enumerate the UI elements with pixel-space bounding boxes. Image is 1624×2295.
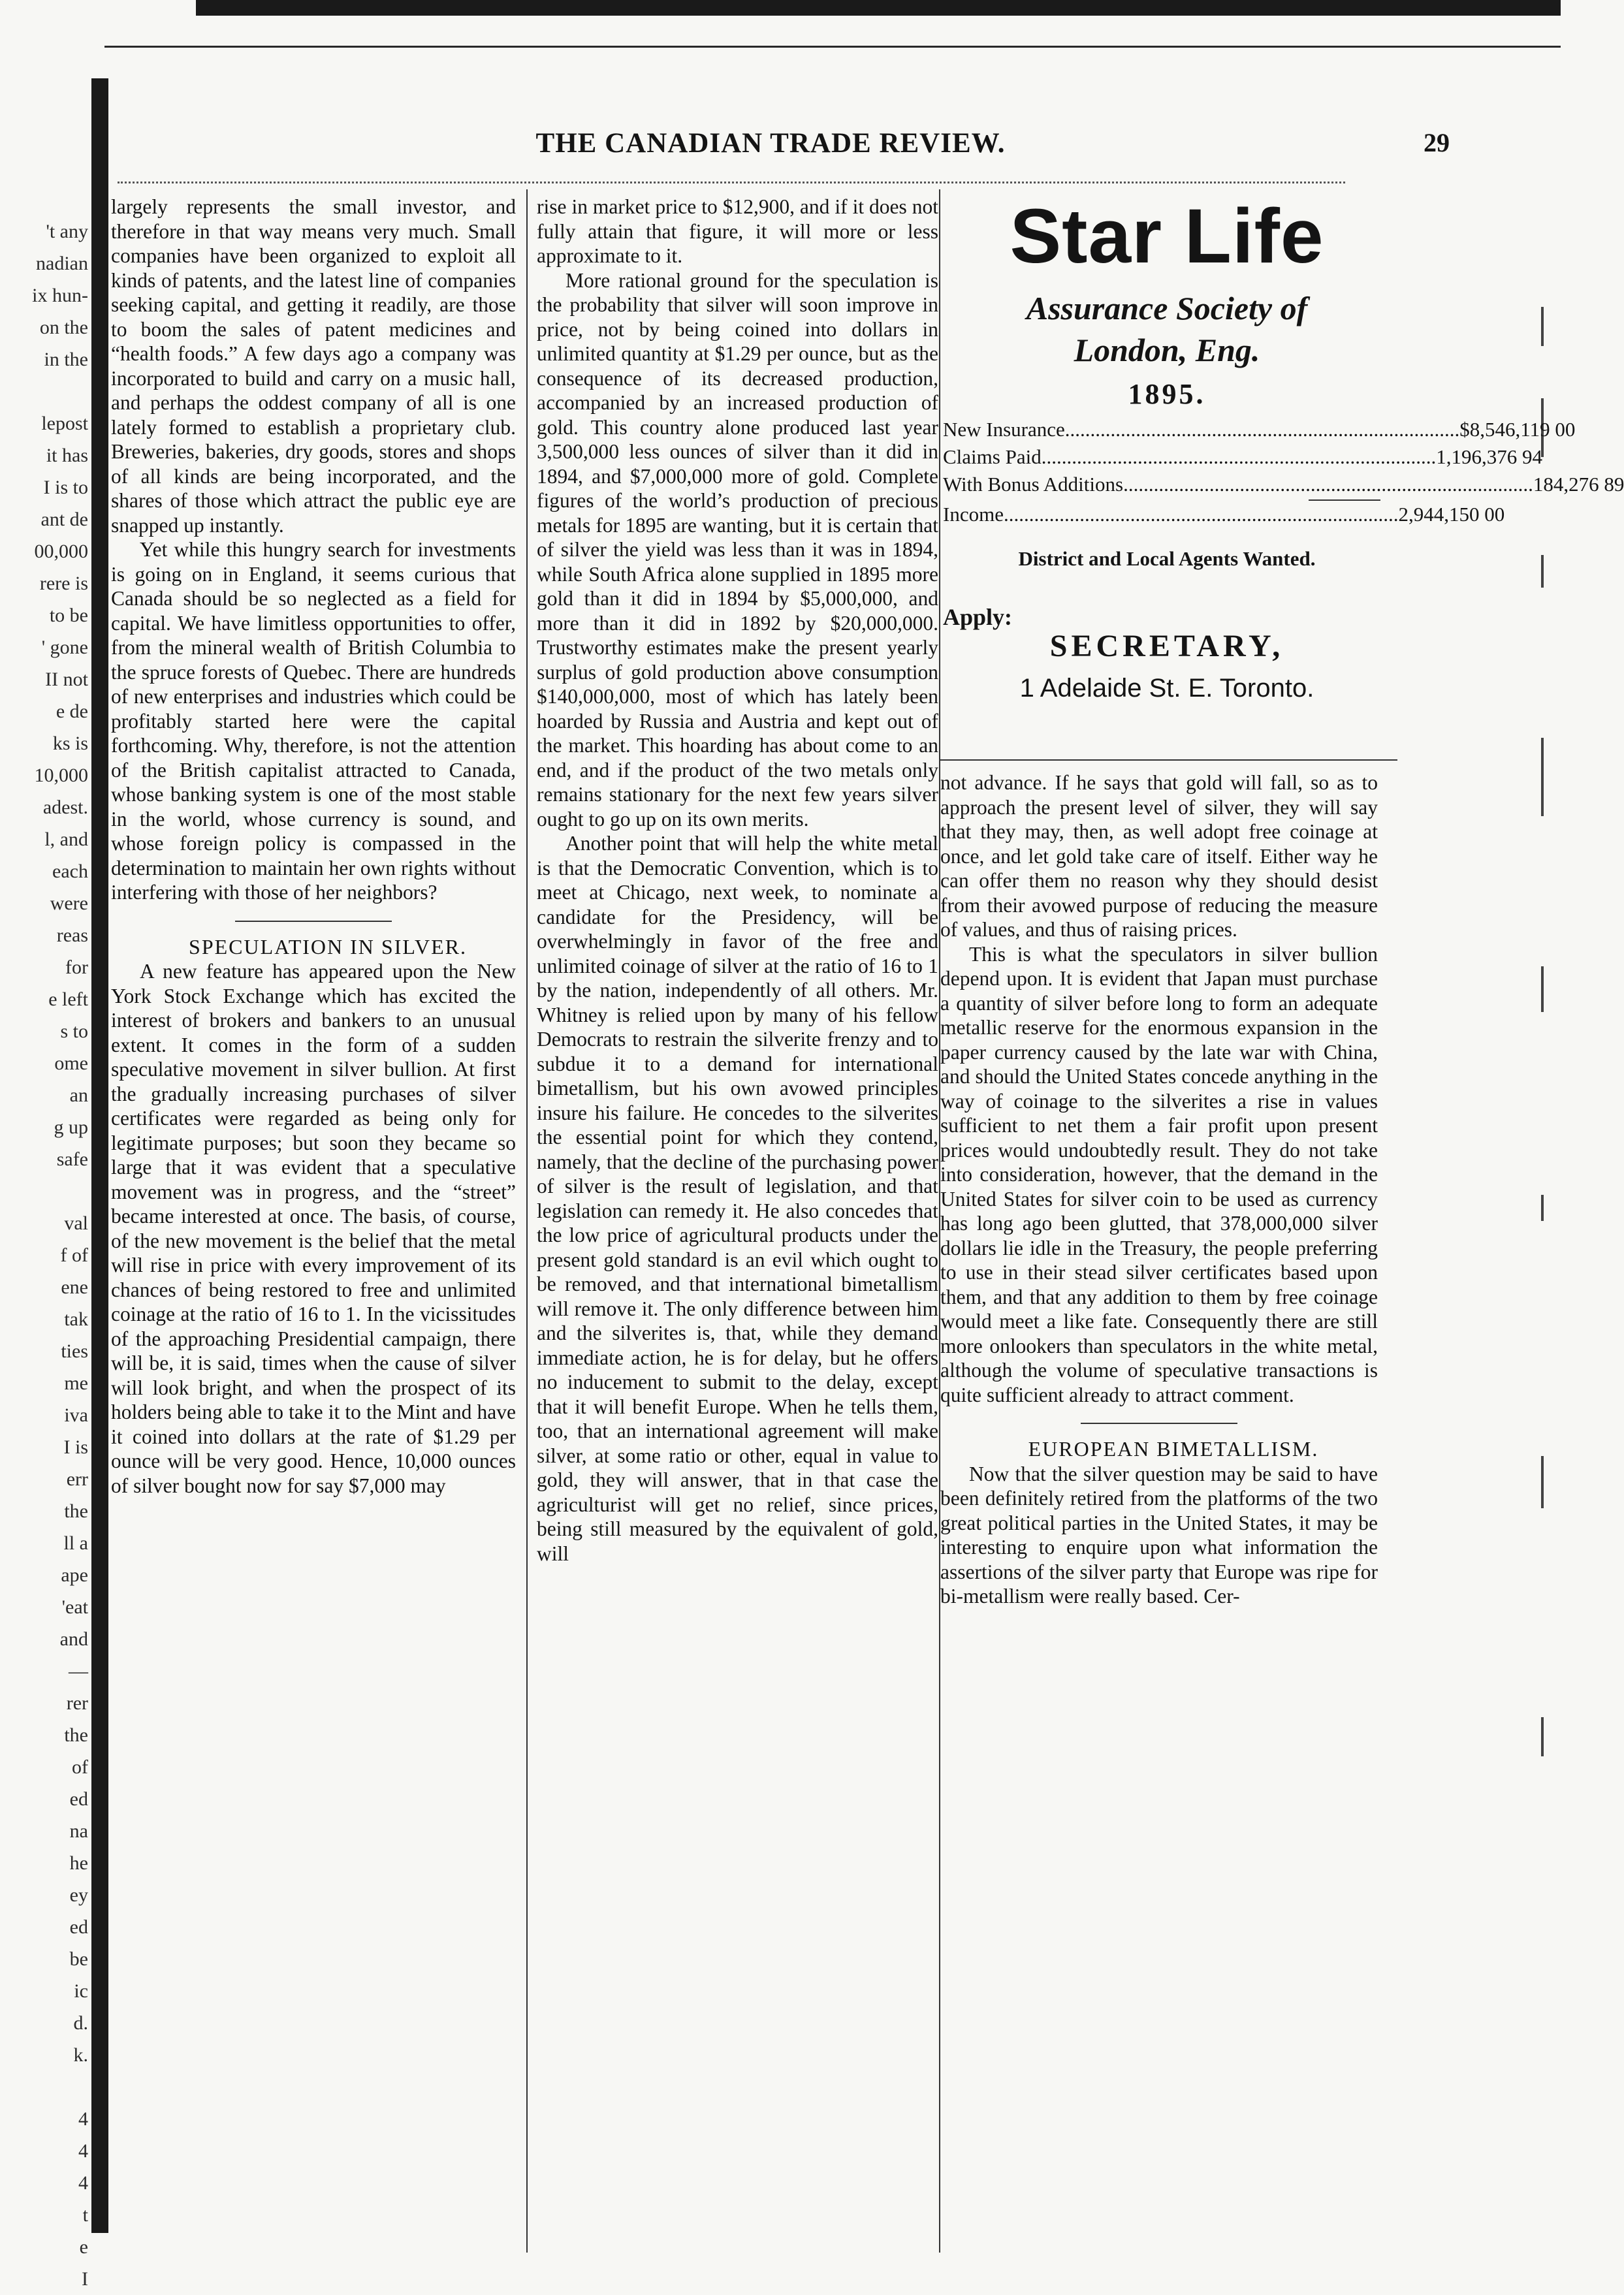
margin-fragment: ic [74, 1980, 88, 2002]
ad-figures-table [943, 416, 1624, 528]
margin-fragment: 4 [78, 2172, 88, 2194]
ad-figure-value: 1,196,376 94 [1436, 445, 1542, 468]
previous-page-margin-text [0, 215, 88, 2290]
leader-dots [1065, 416, 1460, 443]
ad-figure-label: Claims Paid [943, 445, 1042, 468]
margin-fragment [0, 1175, 88, 1207]
margin-fragment: ed [69, 1788, 88, 1810]
column-3 [940, 770, 1378, 1609]
page-number: 29 [1424, 128, 1450, 157]
margin-fragment: ape [61, 1564, 88, 1586]
margin-fragment: k. [73, 2044, 88, 2066]
leader-dots [1138, 471, 1533, 498]
col3-paragraph: not advance. If he says that gold will fall, so as to approach the present level of silver, they will say that they may, then, as well adopt free coinage at once, and let gold take care of itself. Either way he can offer them no reason why they should desist from their avowed purpose of reducing the measure of values, and thus of raising prices. [940, 771, 1378, 941]
margin-fragment: 4 [78, 2108, 88, 2130]
ad-title: Star Life [1010, 193, 1324, 279]
margin-fragment [0, 375, 88, 407]
margin-fragment: nadian [36, 253, 88, 274]
margin-fragment: be [69, 1948, 88, 1970]
margin-fragment: e left [48, 989, 88, 1010]
margin-fragment: 00,000 [34, 541, 88, 562]
margin-fragment: e de [56, 701, 88, 722]
column-2 [537, 195, 938, 1566]
section-divider [235, 921, 392, 922]
margin-fragment: he [69, 1852, 88, 1874]
col2-paragraph: Another point that will help the white metal is that the Democratic Convention, which is to meet at Chicago, next week, to nominate a candidate for the Presidency, will be overwhelmingly in favor of the free and unlimited coinage of silver at the ratio of 16 to 1 by the nation, independently of all others. Mr. Whitney is relied upon by many of his fellow Democrats to restrain the silverite frenzy and to subdue it to a demand for international bimetallism, but his own avowed principles insure his failure. He concedes to the silverites the essential point for which they contend, namely, that the decline of the purchasing power of silver is the result of legislation, and that legislation can remedy it. He also concedes that the low price of agricultural products under the present gold standard is an evil which ought to be removed, and that international bimetallism will remove it. The only difference between him and the silverites is, that, while they demand immediate action, he is for delay, but he offers no inducement to submit to the delay, except that it will benefit Europe. When he tells them, too, that an international agreement will make silver, at some ratio or other, equal in value to gold, they will answer, that in that case the agriculturist will get no relief, since prices, being still measured by the equivalent of gold, will [537, 832, 938, 1565]
margin-fragment: the [64, 1500, 88, 1522]
margin-fragment [0, 2071, 88, 2103]
col1-paragraph: Yet while this hungry search for investments is going on in England, it seems curious that Canada should be so neglected as a field for capital. We have limitless opportunities to offer, from the mineral wealth of British Columbia to the spruce forests of Quebec. There are hundreds of new enterprises and industries which could be profitably started here were the capital forthcoming. Why, therefore, is not the attention of the British capitalist attracted to Canada, whose banking system is one of the most stable in the world, whose currency is sound, and whose foreign policy is compassed in the determination to maintain her own rights without interfering with those of her neighbors? [111, 538, 516, 904]
col2-paragraph: More rational ground for the speculation is the probability that silver will soon improve in price, not by being coined into dollars in unlimited quantity at $1.29 per ounce, but as the consequence of its decreased production, accompanied by an increased production of gold. This country alone produced last year 3,500,000 less ounces of silver than it did in 1894, and $7,000,000 more of gold. Complete figures of the world’s production of precious metals for 1895 are wanting, but it is certain that of silver the yield was less than it was in 1894, while South Africa alone supplied in 1895 more gold than it did in 1894 by $5,000,000, and more than it did in 1892 by $20,000,000. Trustworthy estimates make the present yearly surplus of gold production above consumption $140,000,000, most of which has lately been hoarded by Russia and Austria and kept out of the market. This hoarding has about come to an end, and if the product of the two metals only remains stationary for the next few years silver ought to go up on its own merits. [537, 268, 938, 831]
running-head-title: THE CANADIAN TRADE REVIEW. [535, 128, 1006, 159]
margin-fragment: 't any [46, 221, 88, 242]
ad-figure-label: Income [943, 503, 1004, 526]
margin-fragment: me [64, 1372, 88, 1394]
ad-bottom-rule [940, 759, 1397, 761]
ad-agents-wanted: District and Local Agents Wanted. [1018, 547, 1316, 570]
margin-fragment: l, and [44, 829, 88, 850]
ad-figure-value: 2,944,150 00 [1398, 503, 1505, 526]
margin-fragment: each [52, 861, 88, 882]
col1-paragraph: largely represents the small investor, and therefore in that way means very much. Small companies have been organized to exploit all kinds of patents, and the latest line of companies seeking capital, and getting it readily, are those to boom the sales of patent medicines and “health foods.” A few days ago a company was incorporated to build and carry on a music hall, and perhaps the oddest company of all is one lately formed to establish a proprietary club. Breweries, bakeries, dry goods, stores and shops of all kinds are being incorporated, and the shares of those which attract the public eye are snapped up instantly. [111, 195, 516, 537]
leader-dots [1004, 501, 1399, 528]
margin-fragment: ' gone [41, 637, 88, 658]
margin-fragment: ant de [40, 509, 88, 530]
margin-fragment: ks is [52, 733, 88, 754]
section-heading-european-bimetallism: EUROPEAN BIMETALLISM. [1028, 1437, 1319, 1461]
margin-fragment: ey [69, 1884, 88, 1906]
margin-fragment: on the [39, 317, 88, 338]
ad-figure-row [943, 471, 1624, 498]
section-heading-speculation-in-silver: SPECULATION IN SILVER. [189, 934, 467, 958]
margin-fragment: an [69, 1084, 88, 1106]
leader-dots [1042, 443, 1437, 471]
margin-fragment: iva [64, 1404, 88, 1426]
margin-fragment: of [72, 1756, 88, 1778]
margin-fragment: II not [45, 669, 88, 690]
margin-fragment: 4 [78, 2140, 88, 2162]
ad-figure-label: With Bonus Additions... [943, 473, 1139, 496]
ad-subtitle-location: London, Eng. [1074, 332, 1260, 368]
margin-fragment: I is [63, 1436, 88, 1458]
margin-fragment: in the [44, 349, 88, 370]
col3-paragraph: This is what the speculators in silver bullion depend upon. It is evident that Japan must purchase a quantity of silver before long to form an adequate metallic reserve for the enormous expansion in the paper currency caused by the late war with China, and should the United States concede anything in the way of coinage to the silverites a rise in values sufficient to net them a fair profit upon present prices would undoubtedly result. They do not take into consideration, however, that the demand in the United States for silver coin to be used as currency has long ago been glutted, that 378,000,000 silver dollars lie idle in the Treasury, the people preferring to use in their stead silver certificates based upon them, and that any addition to them by free coinage would meet a like fate. Consequently there are still more onlookers than speculators in the white metal, although the volume of speculative transactions is quite sufficient already to attract comment. [940, 942, 1378, 1406]
ad-figure-row [943, 443, 1542, 471]
running-head [118, 127, 1463, 180]
margin-fragment: to be [49, 605, 88, 626]
margin-fragment: safe [56, 1148, 88, 1170]
margin-fragment: d. [73, 2012, 88, 2034]
margin-fragment: it has [46, 445, 88, 466]
star-life-advertisement [942, 191, 1624, 752]
column-rule-1 [526, 189, 528, 2253]
scan-edge-bar [196, 0, 1561, 16]
margin-fragment: I [82, 2268, 88, 2290]
margin-fragment: lepost [41, 413, 88, 434]
margin-fragment: ome [54, 1053, 88, 1074]
page-binding-edge [91, 78, 108, 2233]
margin-fragment: rer [66, 1692, 88, 1714]
margin-fragment: rere is [39, 573, 88, 594]
margin-fragment: I is to [43, 477, 88, 498]
ad-address: 1 Adelaide St. E. Toronto. [1019, 674, 1314, 703]
margin-fragment: tak [64, 1308, 88, 1330]
margin-fragment: e [79, 2236, 88, 2258]
ad-figure-label: New Insurance [943, 418, 1065, 441]
margin-fragment: g up [54, 1116, 88, 1138]
column-1 [111, 195, 516, 1498]
margin-fragment: ix hun- [32, 285, 88, 306]
margin-fragment: t [82, 2204, 88, 2226]
section-divider [1081, 1423, 1237, 1424]
margin-fragment: were [50, 893, 88, 914]
ad-apply: Apply: [943, 604, 1013, 630]
margin-fragment: na [69, 1820, 88, 1842]
margin-fragment: ties [61, 1340, 88, 1362]
margin-fragment: err [66, 1468, 88, 1490]
margin-fragment: reas [56, 925, 88, 946]
col1-paragraph: A new feature has appeared upon the New York Stock Exchange which has excited the interest of brokers and bankers to an unusual extent. It comes in the form of a sudden speculative movement in silver bullion. At first the gradually increasing purchases of silver certificates were regarded as being only for legitimate purposes; but soon they became so large that it was evident that a speculative movement was in progress, and the “street” became interested at once. The basis, of course, of the new movement is the belief that the metal will rise in price with every improvement of its chances of being restored to free and unlimited coinage at the ratio of 16 to 1. In the vicissitudes of the approaching Presidential campaign, there will be, it is said, times when the cause of silver will look bright, and when the prospect of its holders being able to take it to the Mint and have it coined into dollars at the rate of $1.29 per ounce will be very good. Hence, 10,000 ounces of silver bought now for say $7,000 may [111, 960, 516, 1497]
margin-fragment: s to [60, 1021, 88, 1042]
ad-figure-row [943, 501, 1505, 528]
col2-paragraph: rise in market price to $12,900, and if it does not fully attain that figure, it will more or less approximate to it. [537, 195, 938, 267]
ad-secretary: SECRETARY, [1049, 629, 1284, 663]
margin-fragment: ed [69, 1916, 88, 1938]
margin-fragment: val [64, 1212, 88, 1234]
margin-fragment: ene [61, 1276, 88, 1298]
margin-fragment: the [64, 1724, 88, 1746]
margin-fragment: f of [60, 1244, 88, 1266]
margin-fragment: and [59, 1628, 88, 1650]
scan-edge-line [104, 46, 1561, 48]
ad-year: 1895. [1128, 378, 1206, 410]
margin-fragment: for [65, 957, 88, 978]
right-edge-scan-noise [1535, 281, 1561, 1913]
margin-fragment: — [69, 1660, 88, 1682]
ad-figure-value: $8,546,119 00 [1459, 418, 1576, 441]
header-rule [118, 182, 1345, 183]
ad-subtitle: Assurance Society of [1026, 290, 1308, 326]
margin-fragment: 'eat [61, 1596, 88, 1618]
margin-fragment: 10,000 [34, 765, 88, 786]
ad-figure-row [943, 416, 1576, 443]
margin-fragment: ll a [63, 1532, 88, 1554]
col3-paragraph: Now that the silver question may be said to have been definitely retired from the platforms of the two great political parties in the United States, it may be interesting to enquire upon what information the assertions of the silver party that Europe was ripe for bi-metallism were really based. Cer- [940, 1462, 1378, 1607]
ad-figure-value: 184,276 89 [1533, 473, 1624, 496]
margin-fragment: adest. [42, 797, 88, 818]
